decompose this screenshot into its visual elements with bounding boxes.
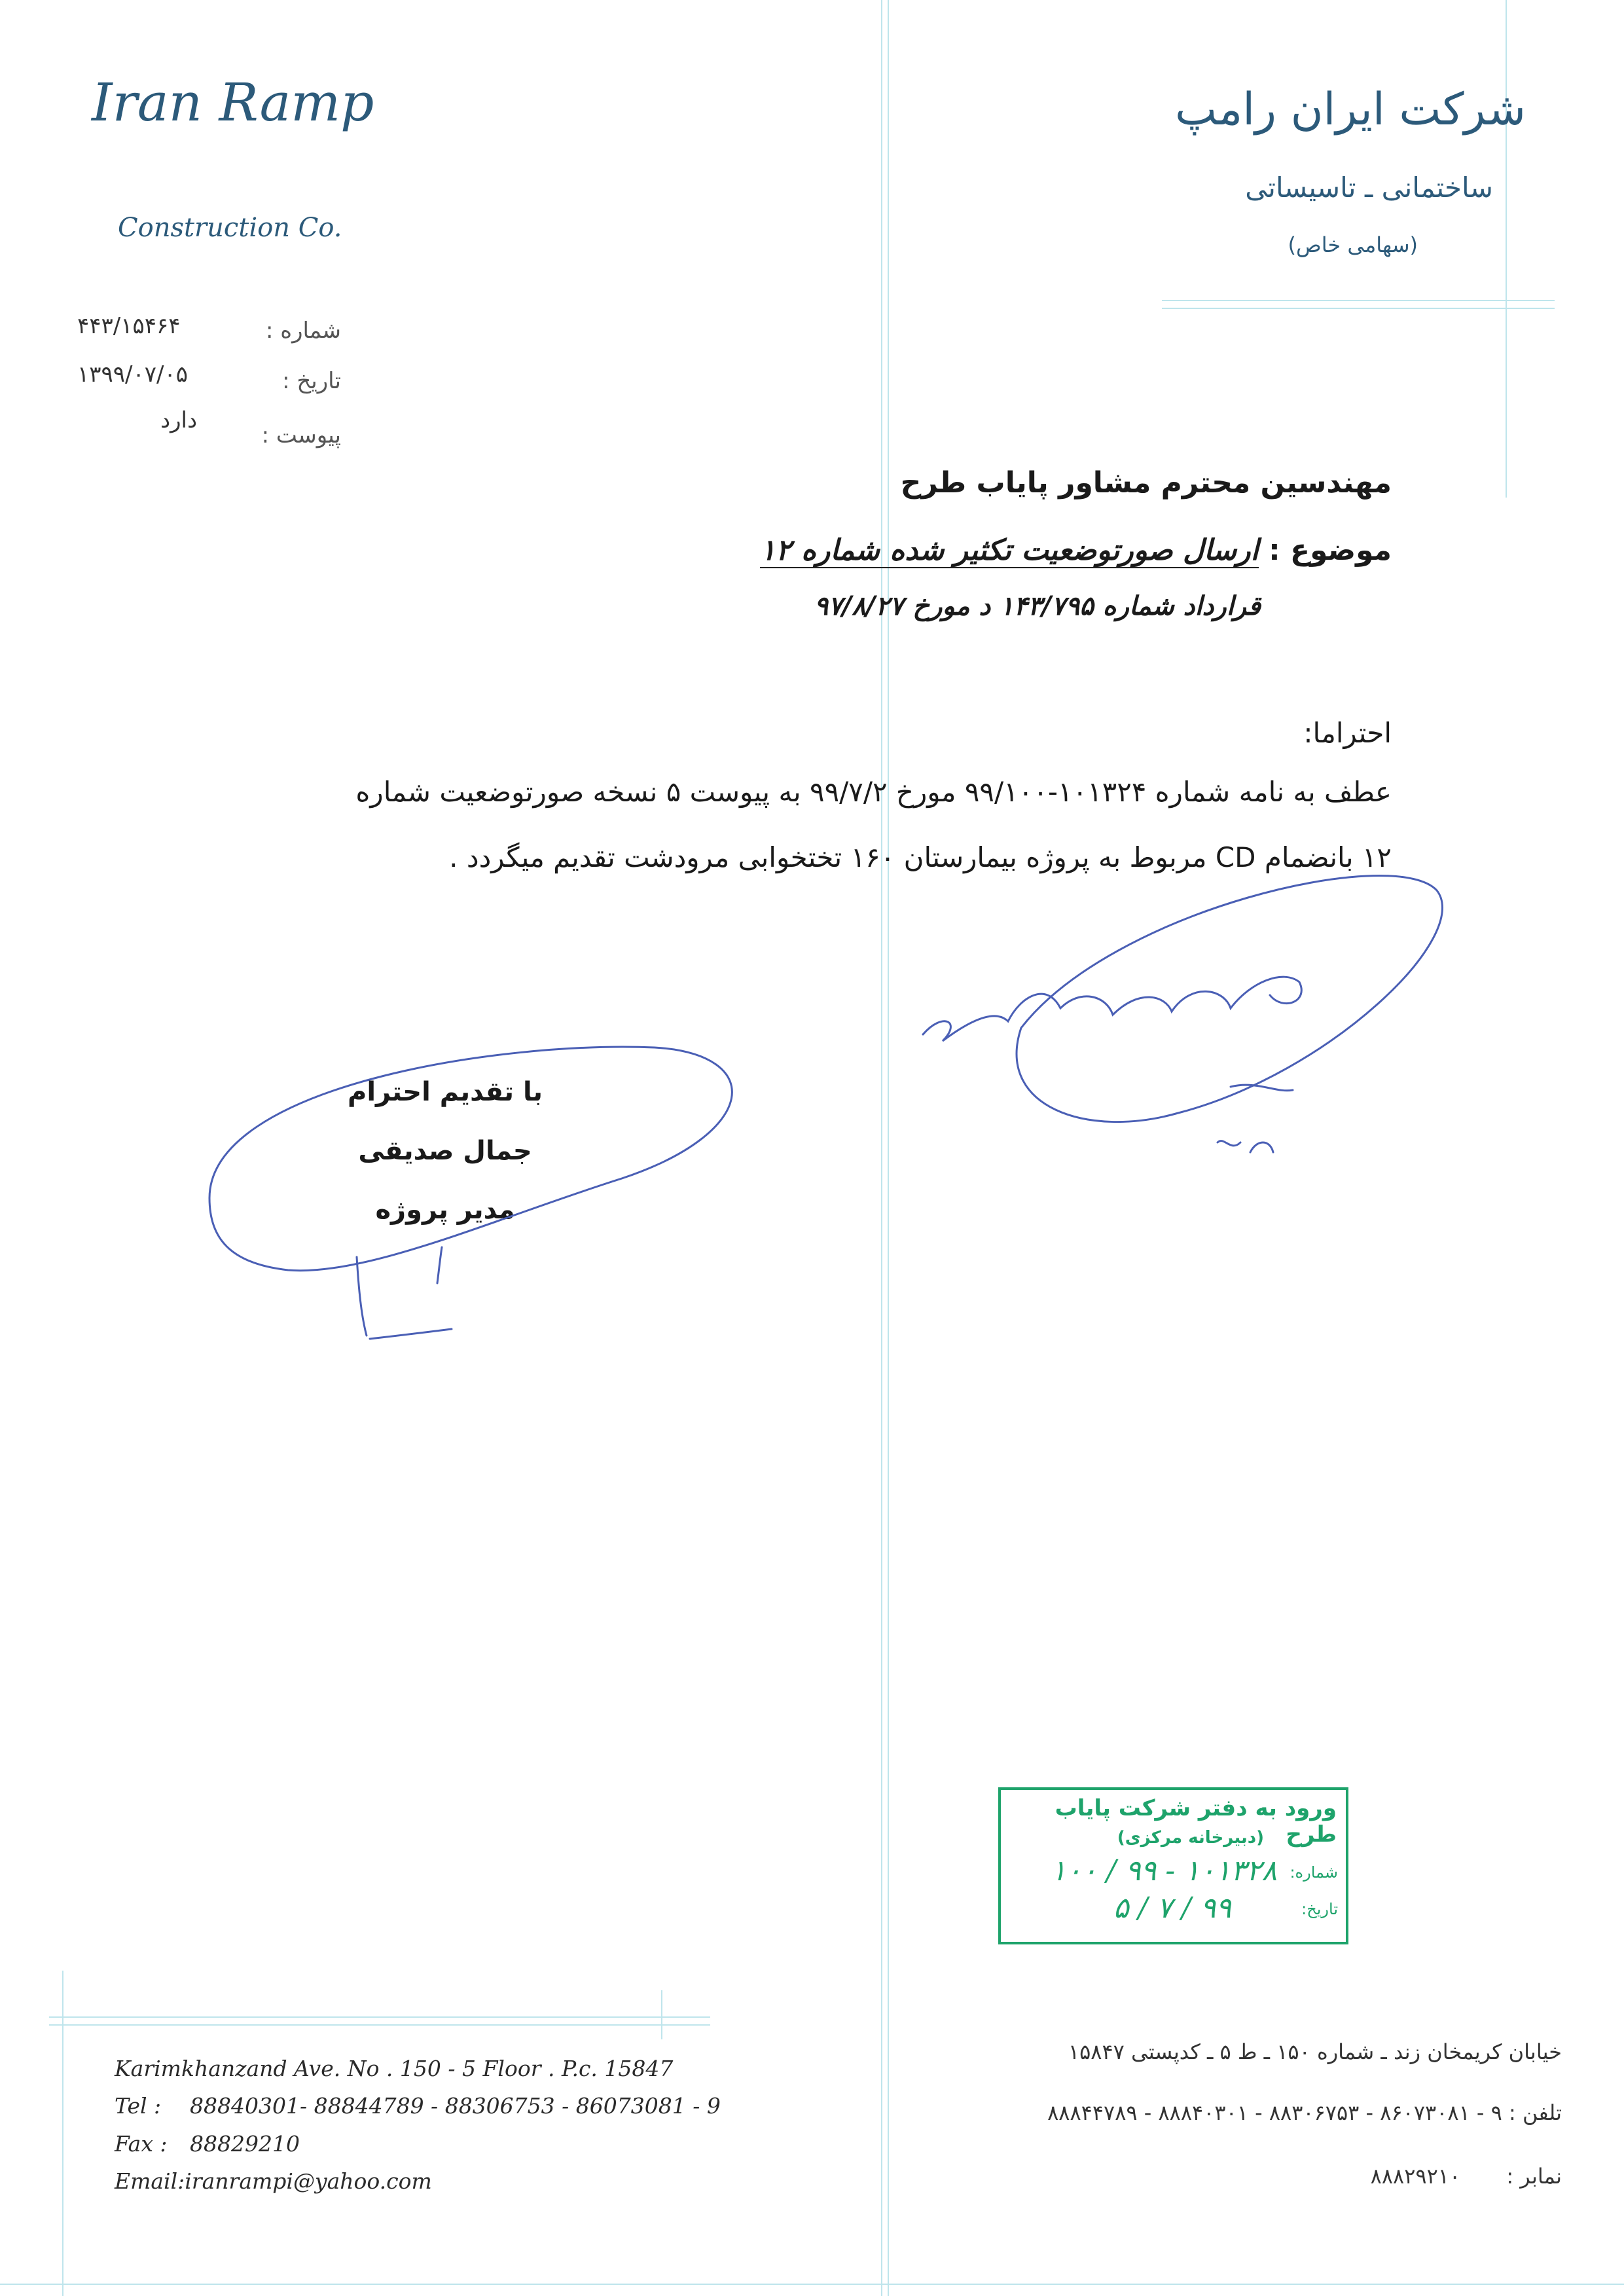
received-stamp xyxy=(998,1787,1348,1944)
company-logo-fa: شرکت ایران رامپ xyxy=(1175,84,1526,136)
date-value: ۱۳۹۹/۰۷/۰۵ xyxy=(77,361,189,388)
annotation-scribble xyxy=(923,977,1301,1041)
stamp-date-label: تاریخ: xyxy=(1301,1900,1338,1918)
stamp-number-value: ۱۰۱۳۲۸ - ۹۹ / ۱۰۰ xyxy=(1051,1854,1277,1887)
attachment-label: پیوست : xyxy=(261,422,341,448)
footer-fax-fa xyxy=(1371,2164,1562,2189)
annotation-tail xyxy=(1231,1085,1293,1091)
company-type-fa: (سهامی خاص) xyxy=(1288,232,1418,257)
company-subtitle-en: Construction Co. xyxy=(118,213,342,243)
addressee: مهندسین محترم مشاور پایاب طرح xyxy=(900,466,1392,500)
footer-tel-value-fa: ۹ - ۸۶۰۷۳۰۸۱ - ۸۸۳۰۶۷۵۳ - ۸۸۸۴۰۳۰۱ - ۸۸۸۴۴۷۸۹ xyxy=(1047,2100,1502,2125)
body-line-1: عطف به نامه شماره ۱۰۱۳۲۴-۹۹/۱۰۰ مورخ ۹۹/۷/۲ به پیوست ۵ نسخه صورتوضعیت شماره xyxy=(355,776,1392,808)
footer-fax-label-fa: نمابر : xyxy=(1506,2164,1562,2189)
number-value: ۴۴۳/۱۵۴۶۴ xyxy=(77,313,181,339)
signature-stroke-2 xyxy=(370,1329,452,1339)
stamp-date-value: ۹۹ / ۷ / ۵ xyxy=(1113,1891,1231,1925)
signer-title: مدیر پروژه xyxy=(375,1195,515,1225)
company-subtitle-fa: ساختمانی ـ تاسیساتی xyxy=(1245,172,1493,204)
subject-value: ارسال صورتوضعیت تکثیر شده شماره ۱۲ xyxy=(760,534,1259,567)
footer-tel-label-en: Tel : xyxy=(115,2093,162,2119)
footer-fax-value-fa: ۸۸۸۲۹۲۱۰ xyxy=(1370,2164,1461,2189)
contract-reference: قرارداد شماره ۱۴۳/۷۹۵ د مورخ ۹۷/۸/۲۷ xyxy=(814,591,1261,621)
subject-label: موضوع : xyxy=(1269,534,1392,567)
footer-tel-value-en: 88840301- 88844789 - 88306753 - 86073081 - 9 xyxy=(190,2093,721,2119)
signer-name: جمال صدیقی xyxy=(358,1136,532,1166)
signature-stroke-1 xyxy=(437,1247,442,1283)
footer-tel-fa xyxy=(1047,2100,1562,2125)
annotation-oval xyxy=(1017,876,1442,1122)
greeting: احتراما: xyxy=(1303,717,1392,749)
annotation-date-mark xyxy=(1218,1141,1273,1152)
number-label: شماره : xyxy=(266,318,341,344)
footer-tel-label-fa: تلفن : xyxy=(1509,2100,1562,2125)
footer-tel-en xyxy=(115,2093,721,2119)
stamp-subtitle: (دبیرخانه مرکزی) xyxy=(1117,1828,1264,1848)
footer-address-fa: خیابان کریمخان زند ـ شماره ۱۵۰ ـ ط ۵ ـ کدپستی ۱۵۸۴۷ xyxy=(1068,2039,1562,2064)
attachment-value: دارد xyxy=(160,407,198,433)
company-logo-en: Iran Ramp xyxy=(92,72,374,133)
footer-fax-en xyxy=(115,2131,300,2157)
footer-address-en: Karimkhanzand Ave. No . 150 - 5 Floor . P.c. 15847 xyxy=(115,2056,674,2081)
closing: با تقدیم احترام xyxy=(348,1077,543,1107)
footer-email-en[interactable]: Email:iranrampi@yahoo.com xyxy=(115,2168,432,2194)
body-line-2: ۱۲ بانضمام CD مربوط به پروژه بیمارستان ۱۶۰ تختخوابی مرودشت تقدیم میگردد . xyxy=(449,841,1392,873)
signature-oval xyxy=(209,1047,732,1271)
footer-fax-label-en: Fax : xyxy=(115,2131,168,2157)
stamp-title: ورود به دفتر شرکت پایاب طرح xyxy=(1055,1795,1337,1848)
stamp-number-label: شماره: xyxy=(1290,1863,1338,1882)
footer-fax-value-en: 88829210 xyxy=(190,2131,300,2157)
signature-stroke-3 xyxy=(357,1257,367,1336)
date-label: تاریخ : xyxy=(282,368,341,394)
